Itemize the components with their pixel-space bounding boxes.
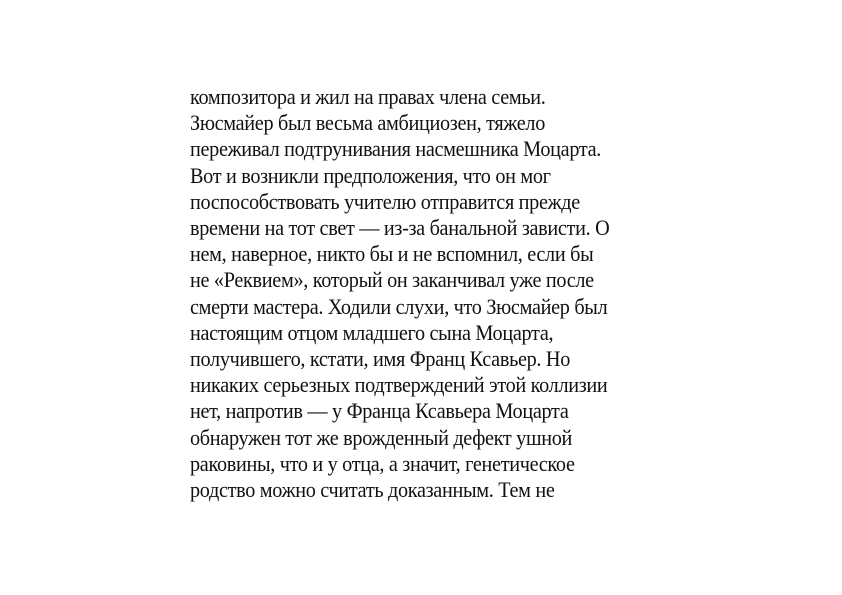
text-line: времени на тот свет — из-за банальной зависти. О	[190, 215, 610, 241]
text-line: никаких серьезных подтверждений этой коллизии	[190, 372, 608, 398]
text-line: переживал подтрунивания насмешника Моцарта.	[190, 136, 602, 162]
text-line: нет, напротив — у Франца Ксавьера Моцарта	[190, 398, 569, 424]
text-line: нем, наверное, никто бы и не вспомнил, если бы	[190, 241, 594, 267]
text-line: родство можно считать доказанным. Тем не	[190, 477, 555, 503]
text-line: поспособствовать учителю отправится прежде	[190, 188, 580, 214]
text-line: не «Реквием», который он заканчивал уже после	[190, 267, 594, 293]
text-line: получившего, кстати, имя Франц Ксавьер. Но	[190, 346, 571, 372]
text-line: настоящим отцом младшего сына Моцарта,	[190, 319, 554, 345]
text-line: Вот и возникли предположения, что он мог	[190, 162, 551, 188]
text-line: обнаружен тот же врожденный дефект ушной	[190, 424, 573, 450]
text-line: смерти мастера. Ходили слухи, что Зюсмайер был	[190, 293, 608, 319]
text-line: композитора и жил на правах члена семьи.	[190, 84, 546, 109]
paragraph-text	[190, 84, 670, 503]
text-line: Зюсмайер был весьма амбициозен, тяжело	[190, 110, 546, 136]
text-line: раковины, что и у отца, а значит, генетическое	[190, 450, 575, 476]
